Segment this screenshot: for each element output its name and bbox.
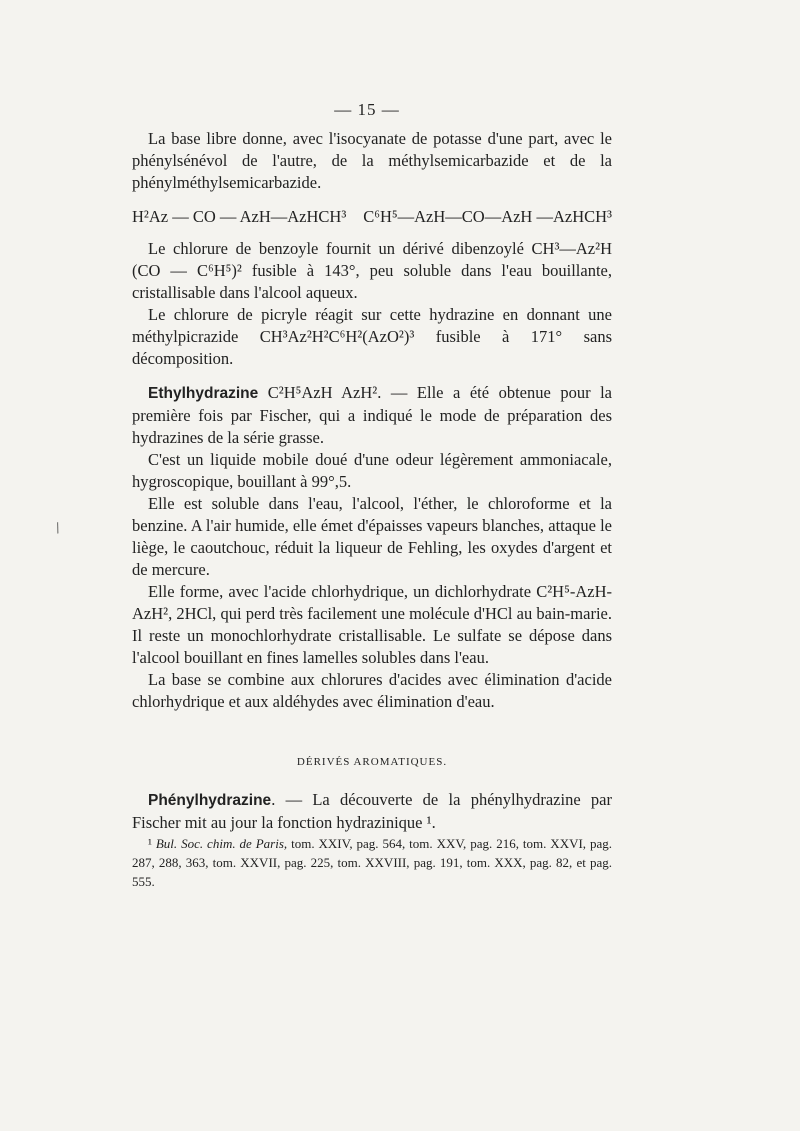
phenylhydrazine-heading: Phénylhydrazine [148, 792, 272, 809]
paragraph: Elle est soluble dans l'eau, l'alcool, l'éther, le chloroforme et la benzine. A l'air humide, elle émet d'épaisses vapeurs blanches, attaque le liège, le caoutchouc, réduit la liqueur de Fehling, les oxydes d'argent et de mercure. [132, 494, 612, 579]
page-number: — 15 — [334, 100, 400, 119]
paragraph: La base se combine aux chlorures d'acides avec élimination d'acide chlorhydrique et aux aldéhydes avec élimination d'eau. [132, 670, 612, 711]
phenylhydrazine-paragraph [132, 789, 612, 834]
footnote [132, 834, 612, 891]
margin-mark: / [53, 519, 64, 538]
phenylhydrazine-intro: . — La découverte de la phénylhydrazine par Fischer mit au jour la fonction hydrazinique ¹. [132, 790, 612, 832]
ethylhydrazine-intro: C²H⁵AzH AzH². — Elle a été obtenue pour la première fois par Fischer, qui a indiqué le mode de préparation des hydrazines de la série grasse. [132, 383, 612, 447]
paragraph: Le chlorure de picryle réagit sur cette hydrazine en donnant une méthylpicrazide CH³Az²H²C⁶H²(AzO²)³ fusible à 171° sans décomposition. [132, 305, 612, 368]
footnote-marker: ¹ [148, 836, 152, 851]
paragraph: Elle forme, avec l'acide chlorhydrique, un dichlorhydrate C²H⁵-AzH-AzH², 2HCl, qui perd très facilement une molécule d'HCl au bain-marie. Il reste un monochlorhydrate cristallisable. Le sulfate se dépose dans l'alcool bouillant en fines lamelles solubles dans l'eau. [132, 582, 612, 667]
paragraph: La base libre donne, avec l'isocyanate de potasse d'une part, avec le phénylsénévol de l'autre, de la méthylsemicarbazide et de la phénylméthylsemicarbazide. [132, 129, 612, 192]
paragraph: Le chlorure de benzoyle fournit un dérivé dibenzoylé CH³—Az²H (CO — C⁶H⁵)² fusible à 143°, peu soluble dans l'eau bouillante, cristallisable dans l'alcool aqueux. [132, 239, 612, 302]
footnote-text: tom. XXIV, pag. 564, tom. XXV, pag. 216, tom. XXVI, pag. 287, 288, 363, tom. XXVII, pag. 225, tom. XXVIII, pag. 191, tom. XXX, pag. 82, et pag. 555. [132, 836, 613, 889]
formula-line [132, 206, 612, 228]
ethylhydrazine-paragraph [132, 382, 612, 449]
ethylhydrazine-heading: Ethylhydrazine [148, 385, 259, 402]
formula-methylsemicarbazide: H²Az — CO — AzH—AzHCH³ [132, 207, 347, 226]
formula-phenylmethylsemicarbazide: C⁶H⁵—AzH—CO—AzH —AzHCH³ [363, 207, 612, 226]
section-heading: DÉRIVÉS AROMATIQUES. [296, 756, 448, 768]
text-body [132, 128, 612, 891]
footnote-journal: Bul. Soc. chim. de Paris, [155, 836, 288, 851]
paragraph: C'est un liquide mobile doué d'une odeur légèrement ammoniacale, hygroscopique, bouillant à 99°,5. [132, 450, 612, 491]
